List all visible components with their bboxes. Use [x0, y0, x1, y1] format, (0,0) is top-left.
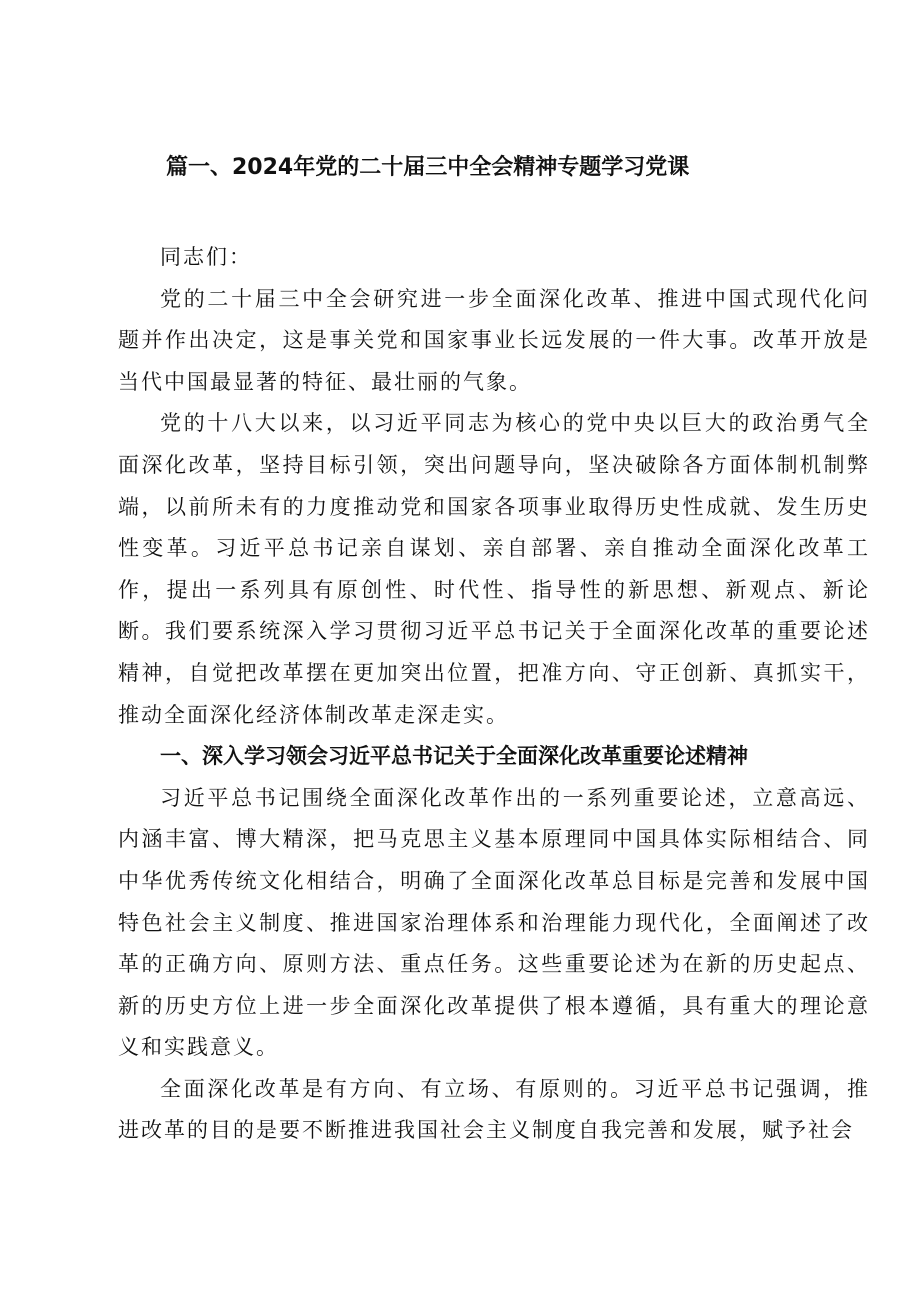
document-body [118, 237, 870, 1152]
section-heading: 一、深入学习领会习近平总书记关于全面深化改革重要论述精神 [160, 744, 748, 769]
paragraph-intro-1: 党的二十届三中全会研究进一步全面深化改革、推进中国式现代化问题并作出决定，这是事关党和国家事业长远发展的一件大事。改革开放是当代中国最显著的特征、最壮丽的气象。 [118, 286, 870, 394]
document-title: 篇一、2024年党的二十届三中全会精神专题学习党课 [166, 155, 690, 180]
paragraph-intro-2: 党的十八大以来，以习近平同志为核心的党中央以巨大的政治勇气全面深化改革，坚持目标引领，突出问题导向，坚决破除各方面体制机制弊端，以前所未有的力度推动党和国家各项事业取得历史性成就、发生历史性变革。习近平总书记亲自谋划、亲自部署、亲自推动全面深化改革工作，提出一系列具有原创性、时代性、指导性的新思想、新观点、新论断。我们要系统深入学习贯彻习近平总书记关于全面深化改革的重要论述精神，自觉把改革摆在更加突出位置，把准方向、守正创新、真抓实干，推动全面深化经济体制改革走深走实。 [118, 411, 870, 727]
salutation: 同志们： [160, 245, 252, 269]
paragraph-section-2: 全面深化改革是有方向、有立场、有原则的。习近平总书记强调，推进改革的目的是要不断推进我国社会主义制度自我完善和发展，赋予社会 [118, 1076, 870, 1143]
paragraph-section-1: 习近平总书记围绕全面深化改革作出的一系列重要论述，立意高远、内涵丰富、博大精深，把马克思主义基本原理同中国具体实际相结合、同中华优秀传统文化相结合，明确了全面深化改革总目标是完善和发展中国特色社会主义制度、推进国家治理体系和治理能力现代化，全面阐述了改革的正确方向、原则方法、重点任务。这些重要论述为在新的历史起点、新的历史方位上进一步全面深化改革提供了根本遵循，具有重大的理论意义和实践意义。 [118, 785, 870, 1060]
